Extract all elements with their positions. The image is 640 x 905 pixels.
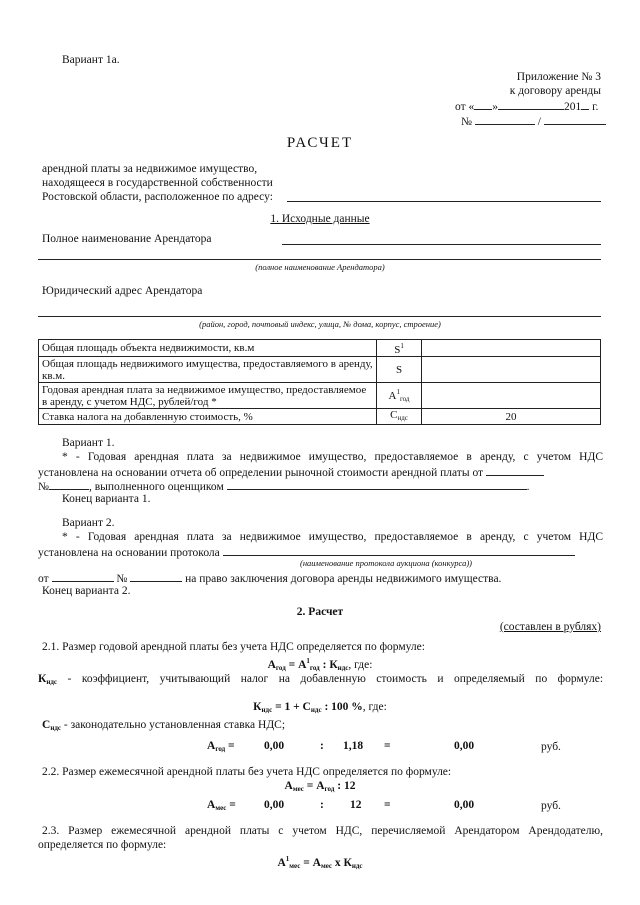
p23-formula: $А^1_{мес} = А_{мес}$ х $К_{ндс}$ — [277, 855, 363, 870]
param-value — [422, 383, 601, 409]
calc2-op: : — [320, 799, 324, 811]
variant1-number-blank — [49, 478, 89, 490]
k-definition: $К_{ндс}$ - коэффициент, учитывающий налог на добавленную стоимость и определяемый по формуле: — [38, 673, 604, 686]
variant1-heading: Вариант 1. — [62, 437, 115, 449]
date-year-blank — [581, 98, 589, 110]
variant1-line3: № , выполненного оценщиком . — [38, 478, 603, 494]
p22-text: 2.2. Размер ежемесячной арендной платы без учета НДС определяется по формуле: — [42, 766, 452, 778]
p23-line2: определяется по формуле: — [38, 839, 167, 851]
param-symbol: $С_{ндс}$ — [377, 409, 422, 425]
variant-top-label: Вариант 1а. — [62, 54, 120, 66]
p23-line1: 2.3. Размер ежемесячной арендной платы с учетом НДС, перечисляемой Арендатором Арендодателю, — [42, 825, 603, 837]
tenant-address-label: Юридический адрес Арендатора — [42, 285, 203, 297]
p21-formula: $А_{год} = А^1_{год}$ : $К_{ндс}$, где: — [267, 657, 373, 672]
tenant-name-label: Полное наименование Арендатора — [42, 233, 212, 245]
table-row — [39, 357, 601, 383]
subject-line1: арендной платы за недвижимое имущество, — [42, 163, 258, 175]
calc2-result: 0,00 — [454, 799, 475, 811]
section2-heading: 2. Расчет — [296, 606, 344, 618]
tenant-address-caption: (район, город, почтовый индекс, улица, № дома, корпус, строение) — [199, 319, 441, 329]
number-blank-2 — [544, 113, 606, 125]
calc2-label: $А_{мес}$ = — [207, 799, 236, 812]
c-definition: $С_{ндс}$ - законодательно установленная ставка НДС; — [42, 719, 286, 732]
variant2-end: Конец варианта 2. — [42, 585, 131, 597]
table-row — [39, 409, 601, 425]
params-table — [38, 339, 601, 425]
number-prefix: № — [461, 116, 472, 128]
calc1-op: : — [320, 740, 324, 752]
appendix-number — [461, 113, 606, 129]
variant1-line2: установлена на основании отчета об определении рыночной стоимости арендной платы от — [38, 464, 603, 480]
param-value: 20 — [422, 409, 601, 425]
param-label: Ставка налога на добавленную стоимость, % — [39, 409, 377, 425]
date-mid: » — [492, 101, 498, 113]
calc2-unit: руб. — [541, 800, 561, 812]
calc1-label: $А_{год}$ = — [207, 740, 235, 753]
variant1-date-blank — [486, 464, 544, 476]
date-prefix: от « — [455, 101, 475, 113]
variant2-protocol-blank — [223, 544, 575, 556]
variant2-line3: от № на право заключения договора аренды недвижимого имущества. — [38, 570, 603, 586]
address-blank — [287, 201, 601, 202]
appendix-line1: Приложение № 3 — [516, 71, 601, 83]
param-value — [422, 357, 601, 383]
param-value — [422, 340, 601, 357]
tenant-address-line — [38, 316, 601, 317]
calc1-eq: = — [384, 740, 391, 752]
param-symbol: S — [377, 357, 422, 383]
variant2-line1: * - Годовая арендная плата за недвижимое имущество, предоставляемое в аренду, с учетом НДС — [62, 531, 603, 543]
variant1-appraiser-blank — [227, 478, 527, 490]
subject-line3: Ростовской области, расположенное по адресу: — [42, 191, 273, 203]
calc1-unit: руб. — [541, 741, 561, 753]
table-row — [39, 383, 601, 409]
variant1-line1: * - Годовая арендная плата за недвижимое имущество, предоставляемое в аренду, с учетом НДС — [62, 451, 603, 463]
p21-text: 2.1. Размер годовой арендной платы без учета НДС определяется по формуле: — [42, 641, 425, 653]
calc1-value1: 0,00 — [264, 740, 285, 752]
date-suffix: г. — [592, 101, 599, 113]
calc2-eq: = — [384, 799, 391, 811]
date-year: 201 — [564, 101, 582, 113]
variant2-caption: (наименование протокола аукциона (конкурса)) — [300, 558, 473, 568]
subject-line2: находящееся в государственной собственности — [42, 177, 273, 189]
appendix-line2: к договору аренды — [509, 85, 601, 97]
param-label: Общая площадь недвижимого имущества, предоставляемого в аренду, кв.м. — [39, 357, 377, 383]
tenant-name-line2 — [38, 259, 601, 260]
variant2-line2: установлена на основании протокола — [38, 544, 603, 560]
document-title: РАСЧЕТ — [286, 135, 354, 151]
calc2-value1: 0,00 — [264, 799, 285, 811]
calc2-value2: 12 — [350, 799, 362, 811]
param-label: Годовая арендная плата за недвижимое имущество, предоставляемое в аренду, с учетом НДС, рублей/год * — [39, 383, 377, 409]
variant2-date-blank — [52, 570, 114, 582]
p22-formula: $А_{мес} = А_{год}$ : 12 — [284, 780, 356, 793]
date-day-blank — [474, 98, 492, 110]
table-row — [39, 340, 601, 357]
number-blank-1 — [475, 113, 535, 125]
param-symbol: $А^1_{год}$ — [377, 383, 422, 409]
tenant-name-blank — [282, 244, 601, 245]
calc1-result: 0,00 — [454, 740, 475, 752]
k-formula: $К_{ндс} = 1 + С_{ндс}$ : 100 %, где: — [253, 701, 387, 714]
variant2-heading: Вариант 2. — [62, 517, 115, 529]
calc1-value2: 1,18 — [343, 740, 364, 752]
section2-note: (составлен в рублях) — [499, 621, 601, 633]
appendix-date — [455, 98, 598, 114]
number-slash: / — [537, 116, 541, 128]
date-month-blank — [498, 98, 564, 110]
param-label: Общая площадь объекта недвижимости, кв.м — [39, 340, 377, 357]
section1-heading: 1. Исходные данные — [270, 213, 370, 225]
variant1-end: Конец варианта 1. — [62, 493, 151, 505]
param-symbol: $S^1$ — [377, 340, 422, 357]
variant2-number-blank — [130, 570, 182, 582]
tenant-name-caption: (полное наименование Арендатора) — [255, 262, 385, 272]
